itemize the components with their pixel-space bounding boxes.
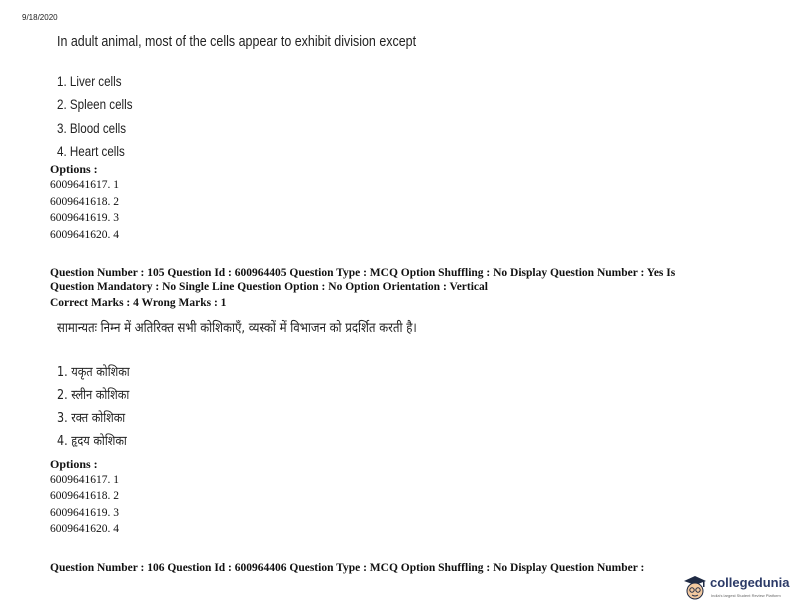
print-date: 9/18/2020 xyxy=(22,13,58,22)
question-meta-105 xyxy=(50,266,750,310)
option-code: 6009641617. 1 xyxy=(50,179,119,191)
option-code: 6009641619. 3 xyxy=(50,212,119,224)
collegedunia-logo xyxy=(682,572,792,606)
answer-option-1-hindi: 1. यकृत कोशिका xyxy=(57,365,130,380)
question-meta-line: Question Mandatory : No Single Line Question Option : No Option Orientation : Vertical xyxy=(50,281,488,293)
question-meta-line: Question Number : 106 Question Id : 600964406 Question Type : MCQ Option Shuffling : No Display Question Number : xyxy=(50,562,645,574)
option-code: 6009641620. 4 xyxy=(50,523,119,535)
option-code: 6009641618. 2 xyxy=(50,490,119,502)
option-code: 6009641618. 2 xyxy=(50,196,119,208)
logo-wordmark-text: collegedunia xyxy=(710,575,790,590)
answer-option-3-hindi: 3. रक्त कोशिका xyxy=(57,411,126,426)
option-code: 6009641617. 1 xyxy=(50,474,119,486)
question-text-hindi: सामान्यतः निम्न में अतिरिक्त सभी कोशिकाएँ, व्यस्कों में विभाजन को प्रदर्शित करती है। xyxy=(57,320,417,336)
graduate-mascot-icon xyxy=(682,574,708,602)
answer-option-4-hindi: 4. हृदय कोशिका xyxy=(57,434,127,449)
options-label: Options : xyxy=(50,162,98,176)
answer-option-1-english: 1. Liver cells xyxy=(57,74,122,89)
question-text-english: In adult animal, most of the cells appear to exhibit division except xyxy=(57,34,417,50)
answer-option-4-english: 4. Heart cells xyxy=(57,144,125,159)
answer-option-3-english: 3. Blood cells xyxy=(57,121,127,136)
answer-option-2-hindi: 2. स्लीन कोशिका xyxy=(57,388,130,403)
answer-option-2-english: 2. Spleen cells xyxy=(57,97,133,112)
question-meta-line: Question Number : 105 Question Id : 600964405 Question Type : MCQ Option Shuffling : No Display Question Number : Yes Is xyxy=(50,267,676,279)
logo-wordmark xyxy=(710,575,789,590)
logo-tagline: India's largest Student Review Platform xyxy=(711,593,781,598)
question-meta-106 xyxy=(50,561,750,575)
option-code: 6009641619. 3 xyxy=(50,507,119,519)
option-code: 6009641620. 4 xyxy=(50,229,119,241)
options-label: Options : xyxy=(50,457,98,471)
question-marks: Correct Marks : 4 Wrong Marks : 1 xyxy=(50,297,227,309)
